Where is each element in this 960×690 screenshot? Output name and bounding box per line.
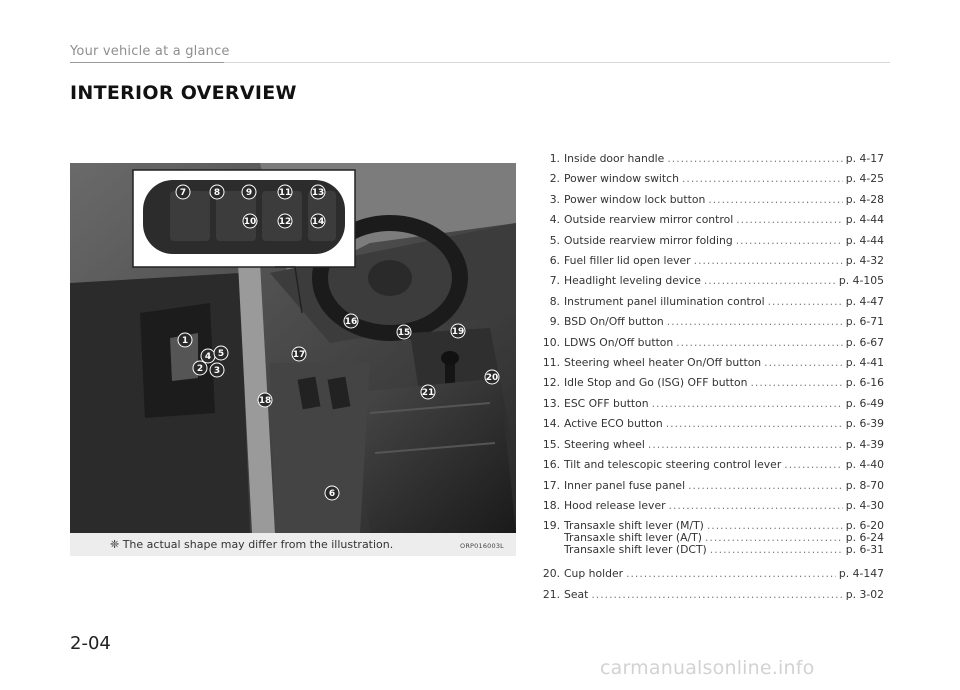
callout-8: 8 [213,188,221,198]
list-item: 4. Outside rearview mirror control ..... p. 4-44 [532,210,884,230]
list-item: 11. Steering wheel heater On/Off button ..... p. 4-41 [532,353,884,373]
figure-caption: ❈ The actual shape may differ from the illustration. [110,538,394,551]
callout-10: 10 [243,217,257,227]
index-list [532,149,884,605]
list-item: 14. Active ECO button ..... p. 6-39 [532,414,884,434]
list-item: 6. Fuel filler lid open lever ..... p. 4-32 [532,251,884,271]
list-item: 18. Hood release lever ..... p. 4-30 [532,496,884,516]
callout-18: 18 [258,396,272,406]
callout-20: 20 [485,373,499,383]
list-item: 13. ESC OFF button ..... p. 6-49 [532,394,884,414]
callout-1: 1 [181,336,189,346]
callout-17: 17 [292,350,306,360]
callout-7: 7 [179,188,187,198]
callout-14: 14 [311,217,325,227]
callout-16: 16 [344,317,358,327]
list-item: 5. Outside rearview mirror folding ..... p. 4-44 [532,231,884,251]
list-item: Transaxle shift lever (DCT) ..... p. 6-31 [532,544,884,556]
figure-code: ORP016003L [460,542,504,550]
callout-19: 19 [451,327,465,337]
page-number: 2-04 [70,633,111,654]
watermark: carmanualsonline.info [600,657,815,679]
list-item: 17. Inner panel fuse panel ..... p. 8-70 [532,476,884,496]
list-item: 1. Inside door handle ..... p. 4-17 [532,149,884,169]
callout-3: 3 [213,366,221,376]
list-item: 10. LDWS On/Off button ..... p. 6-67 [532,333,884,353]
section-title: Your vehicle at a glance [70,44,230,59]
callout-21: 21 [421,388,435,398]
list-item: 8. Instrument panel illumination control ..... p. 4-47 [532,292,884,312]
list-item: 7. Headlight leveling device ..... p. 4-105 [532,271,884,291]
callout-9: 9 [245,188,253,198]
list-item: Transaxle shift lever (A/T) ..... p. 6-24 [532,532,884,544]
list-item: 2. Power window switch ..... p. 4-25 [532,169,884,189]
callout-2: 2 [196,364,204,374]
callout-5: 5 [217,349,225,359]
callout-11: 11 [278,188,292,198]
callout-6: 6 [328,489,336,499]
list-item: 20. Cup holder ..... p. 4-147 [532,564,884,584]
callout-12: 12 [278,217,292,227]
list-item: 3. Power window lock button ..... p. 4-28 [532,190,884,210]
list-item: 19. Transaxle shift lever (M/T) ..... p. 6-20 [532,520,884,532]
page-title: INTERIOR OVERVIEW [70,82,297,104]
list-item: 12. Idle Stop and Go (ISG) OFF button ..... p. 6-16 [532,373,884,393]
callout-15: 15 [397,328,411,338]
interior-illustration [70,163,516,553]
header-rule-light [224,62,890,63]
list-item: 9. BSD On/Off button ..... p. 6-71 [532,312,884,332]
list-item: 16. Tilt and telescopic steering control lever ..... p. 4-40 [532,455,884,475]
list-item: 21. Seat ..... p. 3-02 [532,585,884,605]
list-item: 15. Steering wheel ..... p. 4-39 [532,435,884,455]
callout-13: 13 [311,188,325,198]
header-rule-dark [70,62,224,63]
callout-4: 4 [204,352,212,362]
